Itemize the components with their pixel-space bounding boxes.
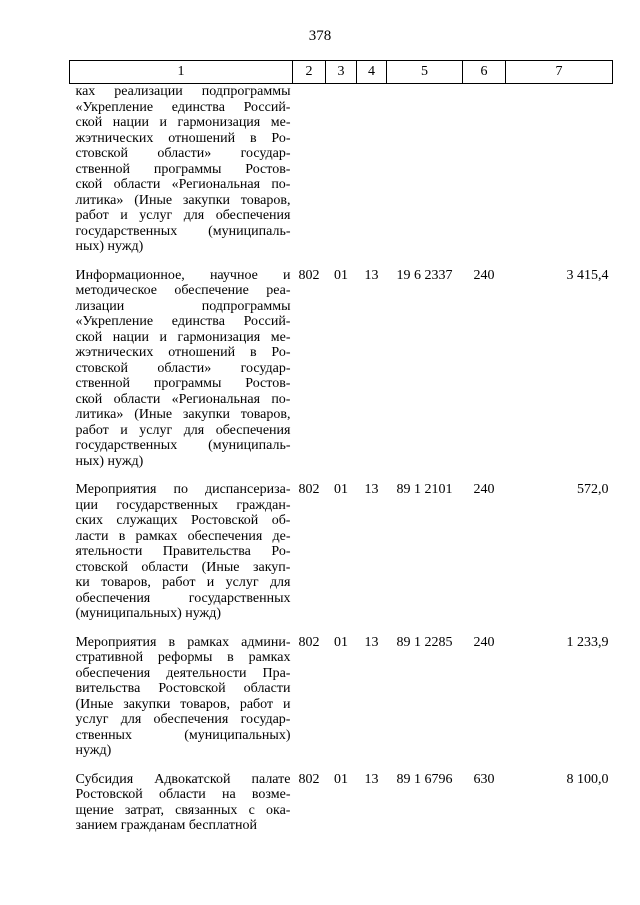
column-header: 7 (506, 61, 613, 84)
column-header: 1 (70, 61, 293, 84)
description-line: ской области «Региональная по- (75, 391, 291, 407)
budget-table (69, 60, 613, 834)
description-line: Информационное, научное и (75, 267, 291, 283)
description-line: государственных (муниципаль- (75, 438, 291, 453)
description-line: стративной реформы в рамках (75, 650, 291, 665)
description-line: методическое обеспечение реа- (75, 283, 291, 298)
description-line: литика» (Иные закупки товаров, (75, 192, 291, 208)
description-line: ки товаров, работ и услуг для (75, 575, 291, 590)
description-line: стовской области (Иные закуп- (75, 559, 291, 575)
code-subsection: 13 (364, 771, 379, 787)
table-row (70, 268, 613, 483)
row-description (70, 268, 293, 483)
description-line: ственной программы Ростов- (75, 376, 291, 391)
code-target-item: 89 1 2101 (396, 482, 453, 497)
amount-value (506, 84, 613, 268)
code-ministry: 802 (298, 634, 320, 650)
description-line: ских служащих Ростовской об- (75, 513, 291, 528)
amount-value: 8 100,0 (566, 771, 609, 787)
column-header: 2 (293, 61, 326, 84)
code-subsection: 13 (364, 634, 379, 650)
description-line: жэтнических отношений в Ро- (75, 345, 291, 360)
description-line: жэтнических отношений в Ро- (75, 130, 291, 146)
description-line: щение затрат, связанных с ока- (75, 802, 291, 818)
column-header: 6 (463, 61, 506, 84)
description-line: Субсидия Адвокатской палате (75, 771, 291, 787)
amount-value: 3 415,4 (566, 267, 609, 283)
description-line: «Укрепление единства Россий- (75, 314, 291, 329)
description-line: ственных (муниципальных) (75, 727, 291, 743)
description-line: стовской области» государ- (75, 146, 291, 161)
code-expense-type: 630 (473, 771, 495, 787)
code-subsection (357, 84, 387, 268)
code-ministry: 802 (298, 482, 320, 497)
code-target-item (387, 84, 463, 268)
table-row (70, 482, 613, 635)
description-line: ской нации и гармонизация ме- (75, 329, 291, 345)
code-ministry: 802 (298, 267, 320, 283)
description-line: ственной программы Ростов- (75, 161, 291, 177)
code-expense-type: 240 (473, 634, 495, 650)
code-ministry: 802 (298, 771, 320, 787)
code-expense-type: 240 (473, 482, 495, 497)
code-ministry (293, 84, 326, 268)
table-row (70, 635, 613, 772)
amount-value: 1 233,9 (566, 634, 609, 650)
description-line: услуг для обеспечения государ- (75, 712, 291, 727)
description-line: обеспечения деятельности Пра- (75, 665, 291, 681)
description-line: ской нации и гармонизация ме- (75, 115, 291, 130)
description-line: лизации подпрограммы (75, 298, 291, 314)
code-target-item: 89 1 6796 (396, 771, 453, 787)
row-description (70, 772, 293, 834)
description-line: стовской области» государ- (75, 360, 291, 376)
description-line: «Укрепление единства Россий- (75, 99, 291, 115)
description-line: Ростовской области на возме- (75, 787, 291, 802)
column-header: 4 (357, 61, 387, 84)
description-line: государственных (муниципаль- (75, 223, 291, 239)
code-expense-type: 240 (473, 267, 495, 283)
column-header: 3 (326, 61, 357, 84)
code-section: 01 (334, 771, 348, 787)
description-line: нужд) (75, 743, 112, 758)
code-section (326, 84, 357, 268)
description-line: ской области «Региональная по- (75, 177, 291, 192)
code-target-item: 19 6 2337 (396, 267, 453, 283)
description-line: работ и услуг для обеспечения (75, 208, 291, 223)
description-line: занием гражданам бесплатной (75, 818, 257, 833)
description-line: (муниципальных) нужд) (75, 606, 222, 621)
code-subsection: 13 (364, 267, 379, 283)
description-line: ции государственных граждан- (75, 497, 291, 513)
description-line: (Иные закупки товаров, работ и (75, 696, 291, 712)
table-header-row (70, 61, 613, 84)
description-line: ных) нужд) (75, 239, 144, 254)
description-line: литика» (Иные закупки товаров, (75, 407, 291, 422)
description-line: Мероприятия по диспансеризa- (75, 482, 291, 497)
code-target-item: 89 1 2285 (396, 634, 453, 650)
row-description (70, 482, 293, 635)
description-line: обеспечения государственных (75, 590, 291, 606)
row-description (70, 635, 293, 772)
code-subsection: 13 (364, 482, 379, 497)
amount-value: 572,0 (577, 482, 609, 497)
column-header: 5 (387, 61, 463, 84)
description-line: вительства Ростовской области (75, 681, 291, 696)
table-row (70, 772, 613, 834)
row-description (70, 84, 293, 268)
description-line: ных) нужд) (75, 453, 144, 469)
code-expense-type (463, 84, 506, 268)
description-line: ках реализации подпрограммы (75, 84, 291, 99)
page-number: 378 (308, 28, 332, 44)
table-row (70, 84, 613, 268)
description-line: работ и услуг для обеспечения (75, 422, 291, 438)
code-section: 01 (334, 267, 348, 283)
description-line: ятельности Правительства Ро- (75, 544, 291, 559)
description-line: Мероприятия в рамках админи- (75, 634, 291, 650)
code-section: 01 (334, 634, 348, 650)
code-section: 01 (334, 482, 348, 497)
description-line: ласти в рамках обеспечения де- (75, 528, 291, 544)
